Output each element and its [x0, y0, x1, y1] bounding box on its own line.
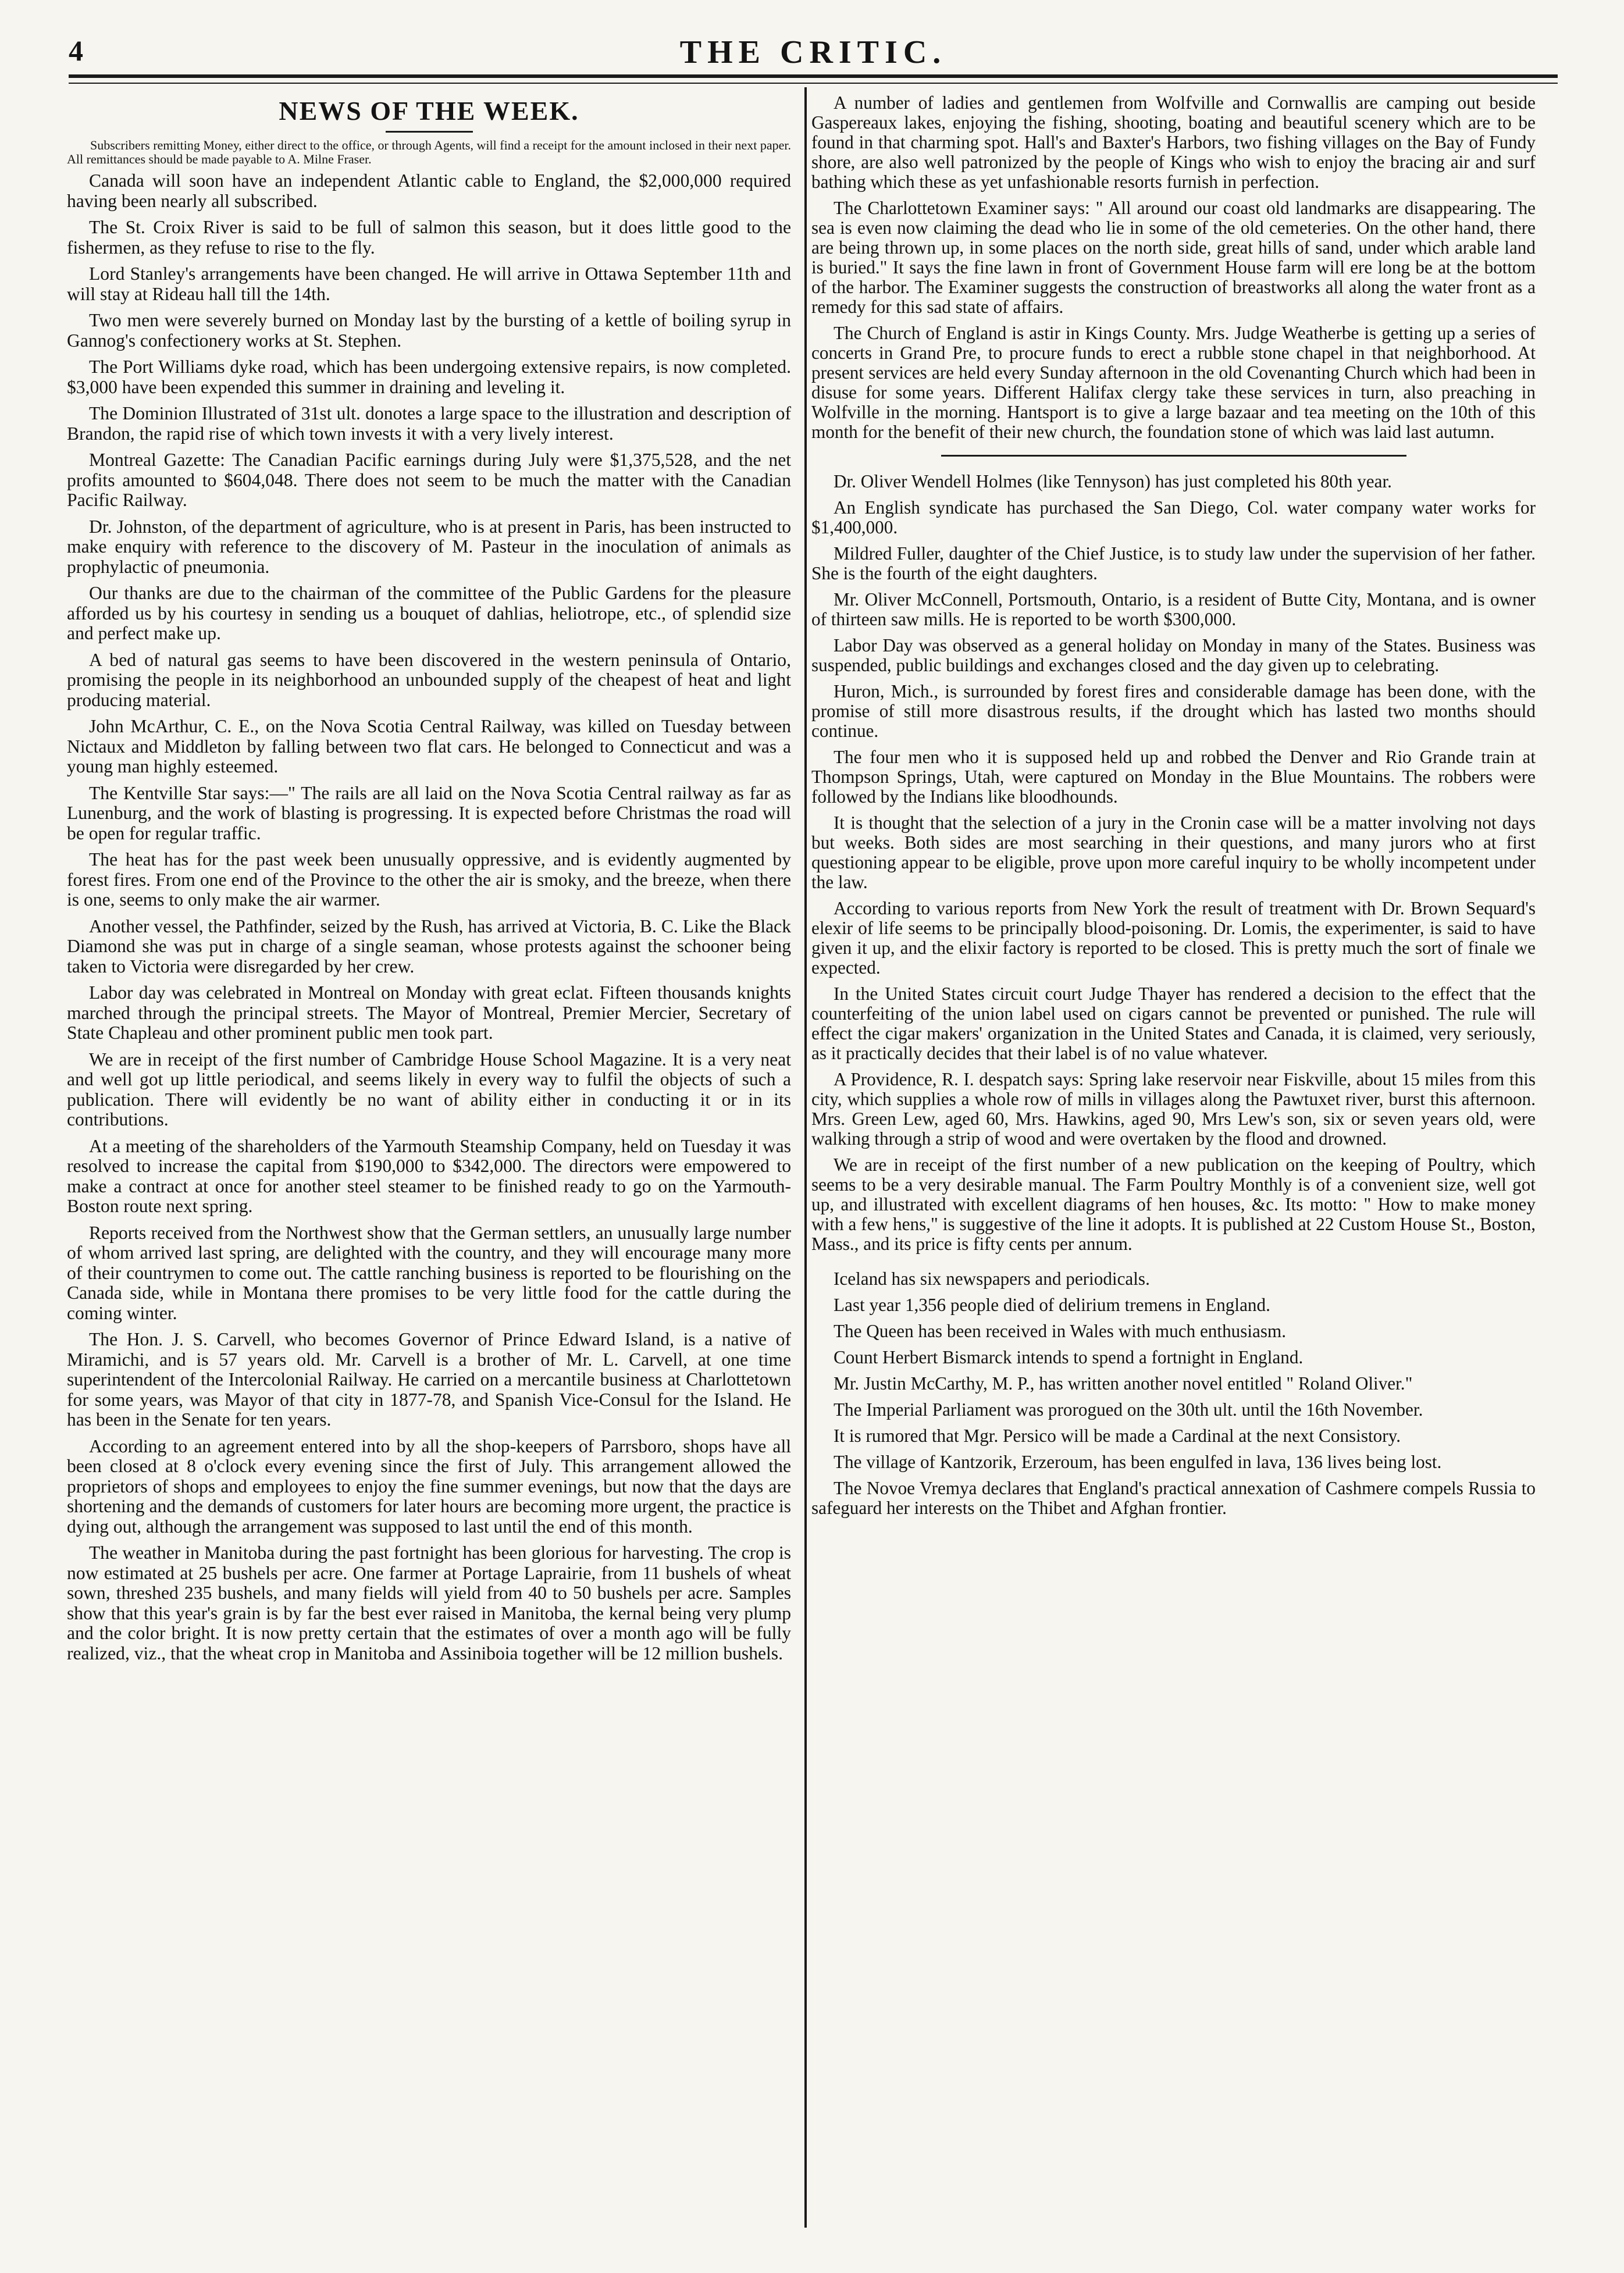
left-news-list	[67, 171, 791, 1663]
news-item: The weather in Manitoba during the past fortnight has been glorious for harvesting. The crop is now estimated at 25 bushels per acre. One farmer at Portage Laprairie, from 11 bushels of wheat sown, threshed 235 bushels, and many fields will yield from 40 to 50 bushels per acre. Samples show that this year's grain is by far the best ever raised in Manitoba, the kernal being very plump and the color bright. It is now pretty certain that the estimates of over a month ago will be fully realized, viz., that the wheat crop in Manitoba and Assiniboia together will be 12 million bushels.	[67, 1542, 791, 1663]
masthead	[69, 34, 1558, 74]
news-item: It is rumored that Mgr. Persico will be made a Cardinal at the next Consistory.	[834, 1426, 1401, 1446]
news-item: According to an agreement entered into by all the shop-keepers of Parrsboro, shops have all been closed at 8 o'clock every evening since the first of July. This arrangement allowed the proprietors of shops and employees to enjoy the fine summer evenings, but now that the days are shortening and the demands of customers for later hours are becoming more urgent, the practice is dying out, although the arrangement was supposed to last until the end of this month.	[67, 1435, 791, 1537]
news-item: The St. Croix River is said to be full of salmon this season, but it does little good to the fishermen, as they refuse to rise to the fly.	[67, 217, 791, 258]
left-column	[67, 93, 791, 1670]
news-item: Labor Day was observed as a general holiday on Monday in many of the States. Business was suspended, public buildings and exchanges closed and the day given up to celebrating.	[811, 635, 1536, 675]
news-item: Mr. Oliver McConnell, Portsmouth, Ontario, is a resident of Butte City, Montana, and is owner of thirteen saw mills. He is reported to be worth $300,000.	[811, 589, 1536, 629]
news-item: Lord Stanley's arrangements have been changed. He will arrive in Ottawa September 11th and will stay at Rideau hall till the 14th.	[67, 263, 791, 304]
news-item: Reports received from the Northwest show that the German settlers, an unusually large number of whom arrived last spring, are delighted with the country, and they will encourage many more of their countrymen to come out. The cattle ranching business is reported to be flourishing on the Canada side, while in Montana there promises to be very little food for the cattle during the coming winter.	[67, 1222, 791, 1323]
news-item: Last year 1,356 people died of delirium tremens in England.	[834, 1295, 1270, 1315]
news-item: Count Herbert Bismarck intends to spend a fortnight in England.	[834, 1347, 1304, 1367]
news-item: In the United States circuit court Judge Thayer has rendered a decision to the effect that the counterfeiting of the union label used on cigars cannot be prevented or punished. The rule will effect the cigar makers' organization in the United States and Canada, it is claimed, very seriously, as it practically decides that their label is of no value whatever.	[811, 984, 1536, 1063]
news-item: A number of ladies and gentlemen from Wolfville and Cornwallis are camping out beside Gaspereaux lakes, enjoying the fishing, shooting, boating and beautiful scenery which are to be found in that charming spot. Hall's and Baxter's Harbors, two fishing villages on the Bay of Fundy shore, are also well patronized by the people of Kings who wish to enjoy the bracing air and surf bathing which these as yet unfashionable resorts furnish in perfection.	[811, 92, 1536, 192]
section-title: NEWS OF THE WEEK.	[279, 96, 579, 126]
news-item: A Providence, R. I. despatch says: Spring lake reservoir near Fiskville, about 15 miles from this city, which supplies a whole row of mills in villages along the Pawtuxet river, burst this afternoon. Mrs. Green Lew, aged 60, Mrs. Hawkins, aged 90, Mrs Lew's son, six or seven years old, were walking through a strip of wood and were overtaken by the flood and drowned.	[811, 1069, 1536, 1149]
header-rule-thin	[69, 83, 1558, 84]
news-item: The Church of England is astir in Kings County. Mrs. Judge Weatherbe is getting up a series of concerts in Grand Pre, to procure funds to erect a rubble stone chapel in that neighborhood. At present services are held every Sunday afternoon in the old Covenanting Church which had been in disuse for some years. Different Halifax clergy take these services in turn, also preaching in Wolfville in the morning. Hantsport is to give a large bazaar and tea meeting on the 10th of this month for the benefit of their new church, the foundation stone of which was laid last autumn.	[811, 323, 1536, 442]
header-rule-thick	[69, 74, 1558, 78]
news-item: Iceland has six newspapers and periodicals.	[834, 1269, 1150, 1289]
right-news-list-a	[811, 93, 1536, 442]
right-column	[811, 93, 1536, 1524]
news-item: Dr. Johnston, of the department of agriculture, who is at present in Paris, has been instructed to make enquiry with reference to the discovery of M. Pasteur in the inoculation of animals as prophylactic of pneumonia.	[67, 516, 791, 577]
news-item: The heat has for the past week been unusually oppressive, and is evidently augmented by forest fires. From one end of the Province to the other the air is smoky, and the breeze, when there is one, seems to only make the air warmer.	[67, 849, 791, 910]
column-divider	[804, 87, 807, 2228]
news-item: Canada will soon have an independent Atlantic cable to England, the $2,000,000 required having been nearly all subscribed.	[67, 170, 791, 211]
news-item: Huron, Mich., is surrounded by forest fires and considerable damage has been done, with the promise of still more disastrous results, if the drought which has lasted two months should continue.	[811, 681, 1536, 741]
news-item: It is thought that the selection of a jury in the Cronin case will be a matter involving not days but weeks. Both sides are most searching in their questions, and many jurors who at first questioning appear to be eligible, prove upon more careful inquiry to be wholly incompetent under the law.	[811, 813, 1536, 892]
news-item: A bed of natural gas seems to have been discovered in the western peninsula of Ontario, promising the people in its neighborhood an unbounded supply of the cheapest of heat and light producing material.	[67, 649, 791, 710]
news-item: Mildred Fuller, daughter of the Chief Justice, is to study law under the supervision of her father. She is the fourth of the eight daughters.	[811, 543, 1536, 583]
news-item: An English syndicate has purchased the San Diego, Col. water company water works for $1,400,000.	[811, 497, 1536, 537]
news-item: Labor day was celebrated in Montreal on Monday with great eclat. Fifteen thousands knights marched through the principal streets. The Mayor of Montreal, Premier Mercier, Secretary of State Chapleau and other prominent public men took part.	[67, 982, 791, 1043]
news-item: The Imperial Parliament was prorogued on the 30th ult. until the 16th November.	[834, 1399, 1423, 1420]
news-item: Two men were severely burned on Monday last by the bursting of a kettle of boiling syrup in Gannog's confectionery works at St. Stephen.	[67, 310, 791, 351]
news-item: The four men who it is supposed held up and robbed the Denver and Rio Grande train at Thompson Springs, Utah, were captured on Monday in the Blue Mountains. The robbers were followed by the Indians like bloodhounds.	[811, 747, 1536, 807]
news-item: The Kentville Star says:—" The rails are all laid on the Nova Scotia Central railway as far as Lunenburg, and the work of blasting is progressing. It is expected before Christmas the road will be open for regular traffic.	[67, 782, 791, 843]
news-item: The Charlottetown Examiner says: " All around our coast old landmarks are disappearing. The sea is even now claiming the dead who lie in some of the old cemeteries. On the other hand, there are being thrown up, in some places on the north side, great hills of sand, under which arable land is buried." It says the fine lawn in front of Government House farm will ere long be at the bottom of the harbor. The Examiner suggests the construction of breastworks all along the water front as a remedy for this sad state of affairs.	[811, 198, 1536, 317]
news-item: The Port Williams dyke road, which has been undergoing extensive repairs, is now completed. $3,000 have been expended this summer in draining and leveling it.	[67, 357, 791, 397]
news-item: Dr. Oliver Wendell Holmes (like Tennyson) has just completed his 80th year.	[834, 471, 1392, 491]
news-item: The Novoe Vremya declares that England's practical annexation of Cashmere compels Russia to safeguard her interests on the Thibet and Afghan frontier.	[811, 1478, 1536, 1518]
news-item: The Hon. J. S. Carvell, who becomes Governor of Prince Edward Island, is a native of Miramichi, and is 57 years old. Mr. Carvell is a brother of Mr. L. Carvell, at one time superintendent of the Intercolonial Railway. He carried on a mercantile business at Charlottetown for some years, was Mayor of that city in 1877-78, and Spanish Vice-Consul for the Island. He has been in the Senate for ten years.	[67, 1329, 791, 1430]
news-item: Montreal Gazette: The Canadian Pacific earnings during July were $1,375,528, and the net profits amounted to $604,048. There does not seem to be much the matter with the Canadian Pacific Railway.	[67, 450, 791, 510]
subscriber-notice: Subscribers remitting Money, either direct to the office, or through Agents, will find a receipt for the amount inclosed in their next paper. All remittances should be made payable to A. Milne Fraser.	[67, 138, 791, 166]
news-item: Mr. Justin McCarthy, M. P., has written another novel entitled " Roland Oliver."	[834, 1373, 1413, 1394]
news-item: We are in receipt of the first number of a new publication on the keeping of Poultry, which seems to be a very desirable manual. The Farm Poultry Monthly is of a convenient size, well got up, and illustrated with excellent diagrams of hen houses, &c. Its motto: " How to make money with a few hens," is suggestive of the line it adopts. It is published at 22 Custom House St., Boston, Mass., and its price is fifty cents per annum.	[811, 1155, 1536, 1254]
page-number: 4	[69, 34, 83, 67]
publication-title: THE CRITIC.	[679, 34, 947, 70]
news-item: Our thanks are due to the chairman of the committee of the Public Gardens for the pleasure afforded us by his courtesy in sending us a bouquet of dahlias, heliotrope, etc., of splendid size and perfect make up.	[67, 583, 791, 643]
brief-items-list	[811, 1269, 1536, 1518]
news-item: We are in receipt of the first number of Cambridge House School Magazine. It is a very neat and well got up little periodical, and seems likely in every way to fulfil the objects of such a publication. There will evidently be no want of ability either in conducting it or in its contributions.	[67, 1049, 791, 1130]
title-rule	[386, 131, 473, 133]
news-item: The Dominion Illustrated of 31st ult. donotes a large space to the illustration and description of Brandon, the rapid rise of which town invests it with a very lively interest.	[67, 403, 791, 444]
right-news-list-b	[811, 472, 1536, 1254]
news-item: John McArthur, C. E., on the Nova Scotia Central Railway, was killed on Tuesday between Nictaux and Middleton by falling between two flat cars. He belonged to Connecticut and was a young man highly esteemed.	[67, 716, 791, 776]
news-item: Another vessel, the Pathfinder, seized by the Rush, has arrived at Victoria, B. C. Like the Black Diamond she was put in charge of a single seaman, whose protests against the schooner being taken to Victoria were disregarded by her crew.	[67, 915, 791, 977]
news-item: According to various reports from New York the result of treatment with Dr. Brown Sequard's elexir of life seems to be principally blood-poisoning. Dr. Lomis, the experimenter, is said to have given it up, and the elixir factory is reported to be closed. This is pretty much the sort of finale we expected.	[811, 898, 1536, 978]
news-item: At a meeting of the shareholders of the Yarmouth Steamship Company, held on Tuesday it was resolved to increase the capital from $190,000 to $342,000. The directors were empowered to make a contract at once for another steel steamer to be finished ready to go on the Yarmouth-Boston route next spring.	[67, 1135, 791, 1216]
section-separator	[941, 455, 1406, 457]
news-item: The village of Kantzorik, Erzeroum, has been engulfed in lava, 136 lives being lost.	[834, 1452, 1442, 1472]
news-item: The Queen has been received in Wales with much enthusiasm.	[834, 1321, 1287, 1341]
